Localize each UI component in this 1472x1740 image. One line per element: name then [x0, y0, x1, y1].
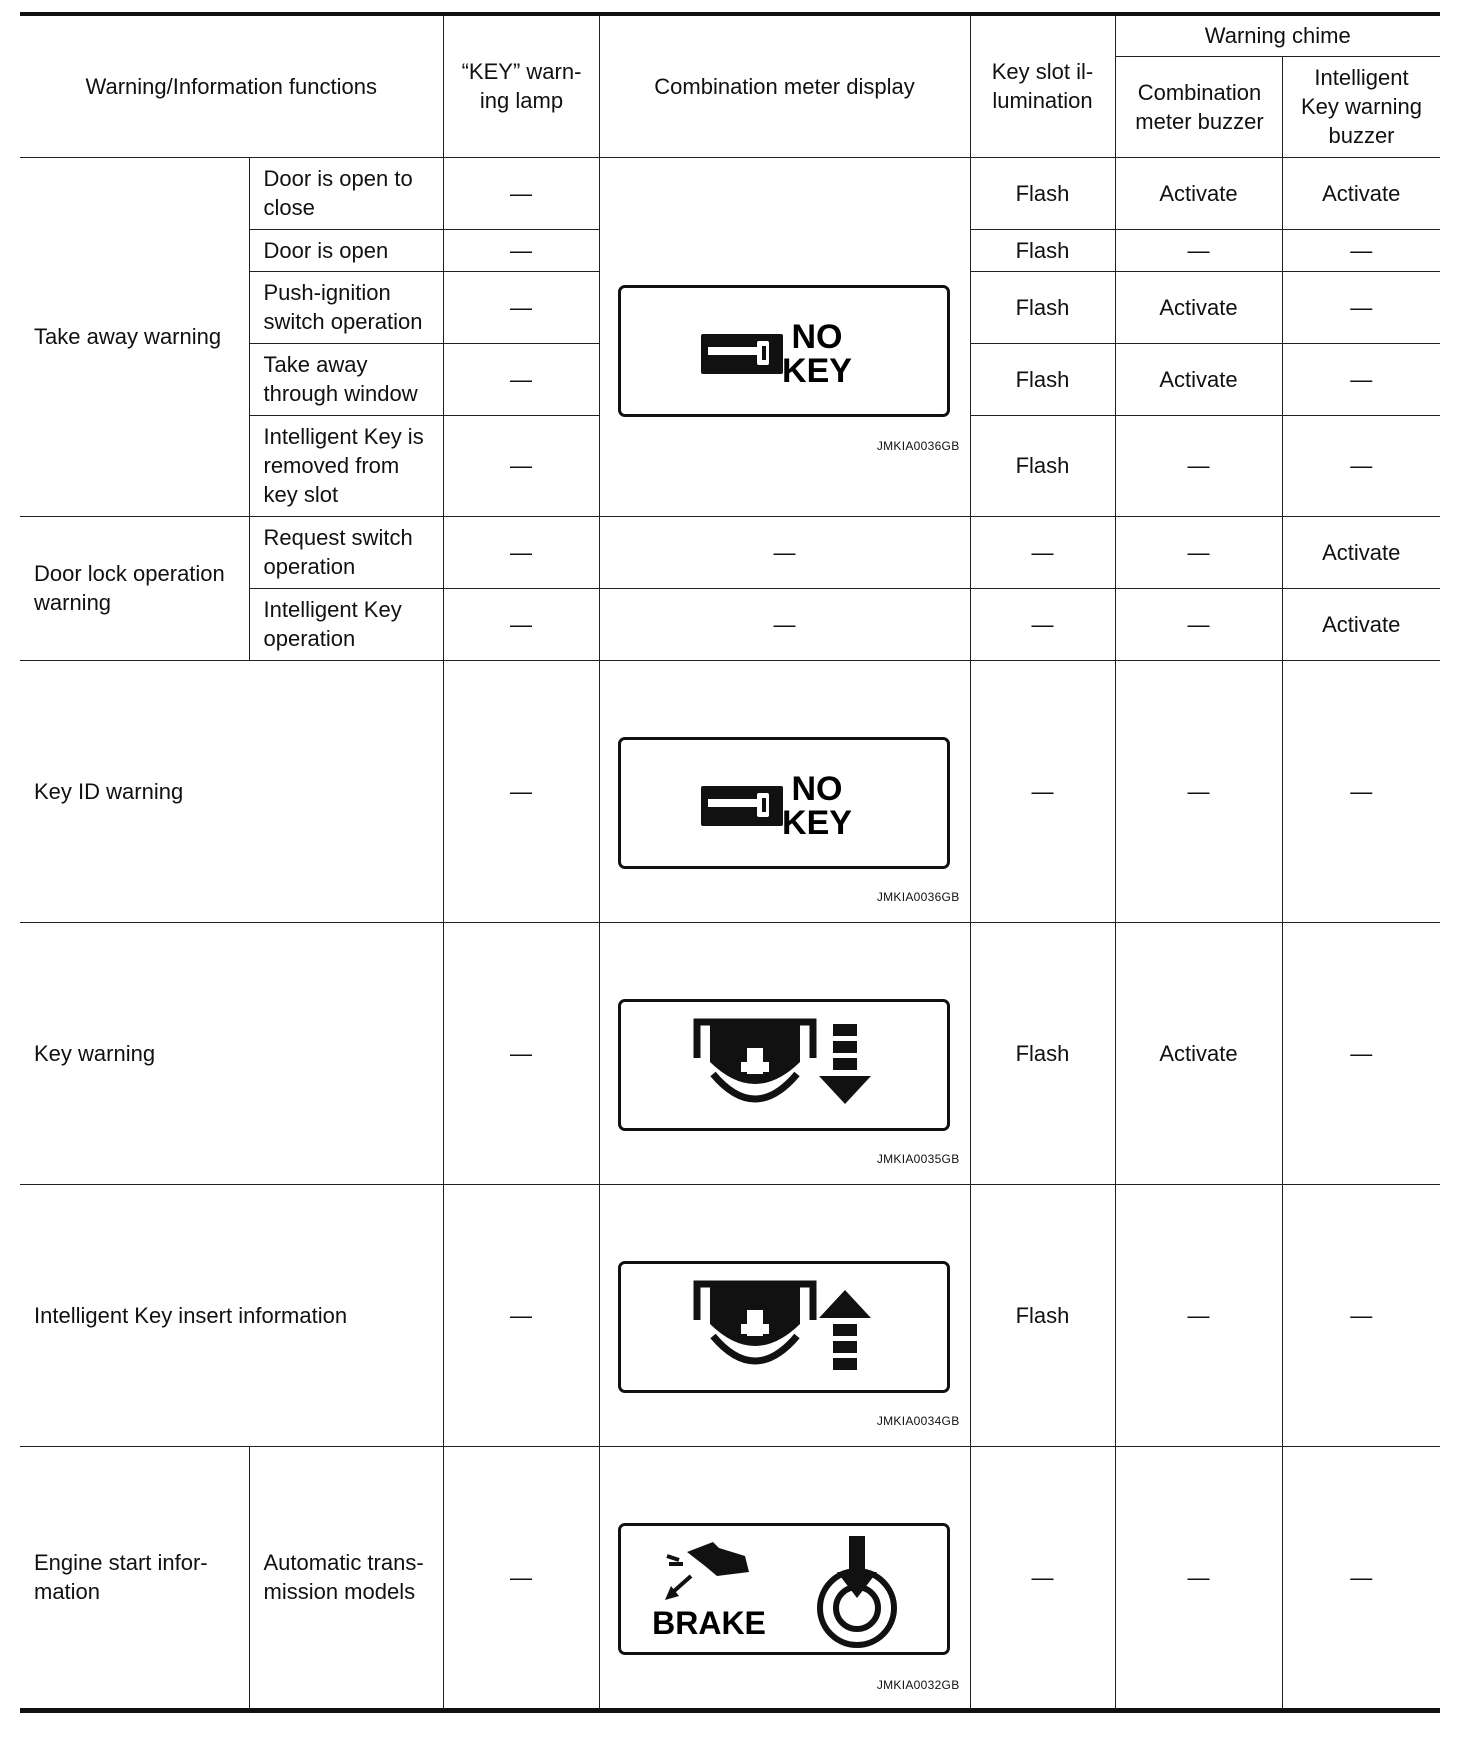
brake-foot-icon [665, 1542, 749, 1600]
row-ikey: — [1282, 271, 1440, 343]
warning-function-table [20, 12, 1440, 1713]
row-lamp: — [443, 157, 599, 229]
row-lamp: — [443, 271, 599, 343]
row-sub-label: Intelligent Key is removed from key slot [249, 415, 443, 516]
key-slot-insert-svg [621, 1264, 947, 1390]
push-button-icon [820, 1536, 894, 1645]
row-slot: Flash [970, 157, 1115, 229]
row-meter: — [1115, 660, 1282, 922]
row-ikey: Activate [1282, 588, 1440, 660]
row-sub-label: Request switch operation [249, 516, 443, 588]
row-meter: — [1115, 588, 1282, 660]
row-slot: Flash [970, 229, 1115, 271]
row-slot: — [970, 588, 1115, 660]
group-door-lock [20, 516, 249, 660]
key-slot-icon [697, 1022, 813, 1099]
row-slot: — [970, 516, 1115, 588]
row-slot: — [970, 1446, 1115, 1710]
group-engine-start [20, 1446, 249, 1710]
row-slot: — [970, 660, 1115, 922]
row-meter: — [1115, 516, 1282, 588]
brake-push-svg [621, 1526, 947, 1652]
warning-function-table-wrapper [20, 12, 1440, 1713]
row-meter: Activate [1115, 922, 1282, 1184]
arrow-down-icon [819, 1024, 871, 1104]
brake-label: BRAKE [651, 1604, 766, 1641]
display-insert-cell [599, 1184, 970, 1446]
header-ikey-buzzer [1282, 56, 1440, 157]
row-sub-label: Push-ignition switch operation [249, 271, 443, 343]
row-lamp: — [443, 588, 599, 660]
row-slot: Flash [970, 1184, 1115, 1446]
row-sub-label [249, 1446, 443, 1710]
row-lamp: — [443, 516, 599, 588]
row-lamp: — [443, 229, 599, 271]
group-key-id: Key ID warning [20, 660, 443, 922]
row-lamp: — [443, 343, 599, 415]
group-take-away: Take away warning [20, 157, 249, 516]
group-door-lock-text: Door lock operation warning [34, 561, 225, 615]
key-slot-icon [697, 1284, 813, 1361]
row-meter: — [1115, 1184, 1282, 1446]
group-engine-start-text: Engine start infor-mation [34, 1550, 208, 1604]
row-ikey: Activate [1282, 516, 1440, 588]
row-ikey: — [1282, 415, 1440, 516]
header-chime: Warning chime [1115, 14, 1440, 56]
arrow-up-icon [819, 1290, 871, 1370]
no-key-display [618, 737, 950, 869]
row-sub-label-text: Automatic trans-mission models [263, 1550, 424, 1604]
row-slot: Flash [970, 922, 1115, 1184]
row-meter: — [1115, 229, 1282, 271]
display-engine-start-cell [599, 1446, 970, 1710]
header-meter-buzzer-text: Combination meter buzzer [1135, 79, 1264, 134]
row-ikey: — [1282, 343, 1440, 415]
header-key-lamp [443, 14, 599, 157]
row-display: — [599, 588, 970, 660]
header-display: Combination meter display [599, 14, 970, 157]
header-slot-text: Key slot il-lumination [991, 59, 1094, 114]
row-lamp: — [443, 660, 599, 922]
row-sub-label: Door is open to close [249, 157, 443, 229]
header-slot [970, 14, 1115, 157]
header-meter-buzzer [1115, 56, 1282, 157]
row-slot: Flash [970, 415, 1115, 516]
no-key-line1: NO [791, 317, 842, 356]
row-ikey: — [1282, 660, 1440, 922]
group-insert-info: Intelligent Key insert information [20, 1184, 443, 1446]
header-key-lamp-text: “KEY” warn-ing lamp [461, 59, 582, 114]
no-key-line2: KEY [781, 803, 852, 842]
key-insert-display [618, 1261, 950, 1393]
image-code: JMKIA0034GB [876, 1413, 960, 1428]
row-lamp: — [443, 1184, 599, 1446]
row-sub-label: Take away through window [249, 343, 443, 415]
group-key-warning: Key warning [20, 922, 443, 1184]
no-key-svg [621, 288, 947, 414]
no-key-line2: KEY [781, 351, 852, 390]
row-ikey: — [1282, 1446, 1440, 1710]
key-warning-display [618, 999, 950, 1131]
row-ikey: — [1282, 1184, 1440, 1446]
row-lamp: — [443, 1446, 599, 1710]
no-key-svg [621, 740, 947, 866]
image-code: JMKIA0032GB [876, 1677, 960, 1692]
row-display: — [599, 516, 970, 588]
display-key-id-cell [599, 660, 970, 922]
row-meter: Activate [1115, 157, 1282, 229]
header-ikey-buzzer-text: Intelligent Key warning buzzer [1300, 65, 1423, 148]
engine-start-display [618, 1523, 950, 1655]
row-meter: — [1115, 1446, 1282, 1710]
row-meter: Activate [1115, 343, 1282, 415]
key-slot-remove-svg [621, 1002, 947, 1128]
row-ikey: — [1282, 922, 1440, 1184]
row-meter: — [1115, 415, 1282, 516]
no-key-line1: NO [791, 769, 842, 808]
row-ikey: Activate [1282, 157, 1440, 229]
row-slot: Flash [970, 271, 1115, 343]
row-lamp: — [443, 415, 599, 516]
image-code: JMKIA0036GB [876, 438, 960, 453]
row-sub-label: Intelligent Key operation [249, 588, 443, 660]
row-sub-label: Door is open [249, 229, 443, 271]
header-functions: Warning/Information functions [20, 14, 443, 157]
row-lamp: — [443, 922, 599, 1184]
image-code: JMKIA0035GB [876, 1151, 960, 1166]
row-slot: Flash [970, 343, 1115, 415]
display-no-key-cell [599, 157, 970, 516]
no-key-display [618, 285, 950, 417]
row-ikey: — [1282, 229, 1440, 271]
display-key-warning-cell [599, 922, 970, 1184]
image-code: JMKIA0036GB [876, 889, 960, 904]
row-meter: Activate [1115, 271, 1282, 343]
